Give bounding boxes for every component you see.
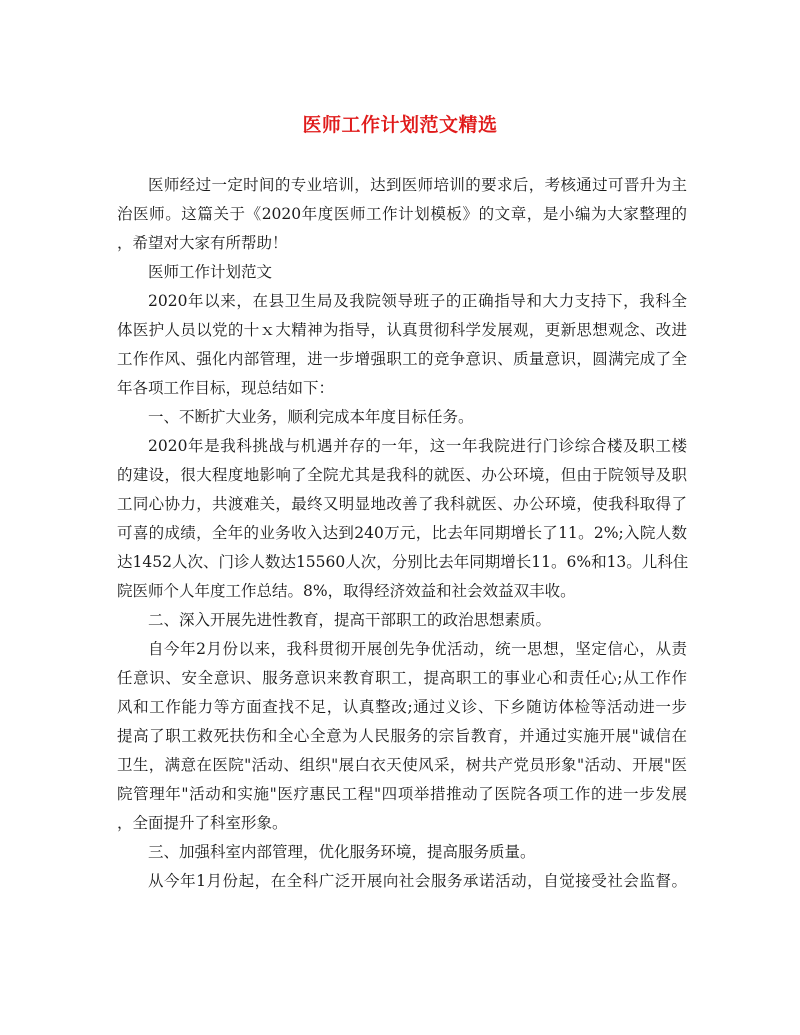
text-line: 卫生，满意在医院"活动、组织"展白衣天使风采，树共产党员形象"活动、开展"医 xyxy=(117,756,687,774)
text-line: 年各项工作目标，现总结如下： xyxy=(117,379,335,397)
text-line: 一、不断扩大业务，顺利完成本年度目标任务。 xyxy=(148,408,474,426)
text-line: 从今年1月份起，在全科广泛开展向社会服务承诺活动，自觉接受社会监督。 xyxy=(148,872,687,890)
text-line: 体医护人员以党的十ｘ大精神为指导，认真贯彻科学发展观，更新思想观念、改进 xyxy=(117,321,687,339)
text-line: 三、加强科室内部管理，优化服务环境，提高服务质量。 xyxy=(148,843,536,861)
text-line: 二、深入开展先进性教育，提高干部职工的政治思想素质。 xyxy=(148,611,552,629)
text-line: ，希望对大家有所帮助！ xyxy=(117,234,288,252)
text-line: 工作作风、强化内部管理，进一步增强职工的竞争意识、质量意识，圆满完成了全 xyxy=(117,350,687,368)
text-line: 自今年2月份以来，我科贯彻开展创先争优活动，统一思想，坚定信心，从责 xyxy=(148,640,687,658)
text-line: 工同心协力，共渡难关，最终又明显地改善了我科就医、办公环境，使我科取得了 xyxy=(117,495,687,513)
text-line: 2020年以来，在县卫生局及我院领导班子的正确指导和大力支持下，我科全 xyxy=(148,292,687,310)
text-line: 风和工作能力等方面查找不足，认真整改;通过义诊、下乡随访体检等活动进一步 xyxy=(117,698,687,716)
text-line: 院管理年"活动和实施"医疗惠民工程"四项举措推动了医院各项工作的进一步发展 xyxy=(117,785,687,803)
text-line: 医师经过一定时间的专业培训，达到医师培训的要求后，考核通过可晋升为主 xyxy=(148,176,687,194)
text-line: 院医师个人年度工作总结。8%，取得经济效益和社会效益双丰收。 xyxy=(117,582,576,600)
text-line: 任意识、安全意识、服务意识来教育职工，提高职工的事业心和责任心;从工作作 xyxy=(117,669,687,687)
text-line: 医师工作计划范文 xyxy=(148,263,273,281)
text-line: 治医师。这篇关于《2020年度医师工作计划模板》的文章，是小编为大家整理的 xyxy=(117,205,687,223)
document-title: 医师工作计划范文精选 xyxy=(302,114,498,136)
text-line: 达1452人次、门诊人数达15560人次，分别比去年同期增长11。6%和13。儿科住 xyxy=(117,553,689,571)
text-line: ，全面提升了科室形象。 xyxy=(117,814,288,832)
text-line: 2020年是我科挑战与机遇并存的一年，这一年我院进行门诊综合楼及职工楼 xyxy=(148,437,687,455)
text-line: 提高了职工救死扶伤和全心全意为人民服务的宗旨教育，并通过实施开展"诚信在 xyxy=(117,727,687,745)
text-line: 的建设，很大程度地影响了全院尤其是我科的就医、办公环境，但由于院领导及职 xyxy=(117,466,687,484)
text-line: 可喜的成绩，全年的业务收入达到240万元，比去年同期增长了11。2%;入院人数 xyxy=(117,524,687,542)
document-body xyxy=(117,171,687,896)
